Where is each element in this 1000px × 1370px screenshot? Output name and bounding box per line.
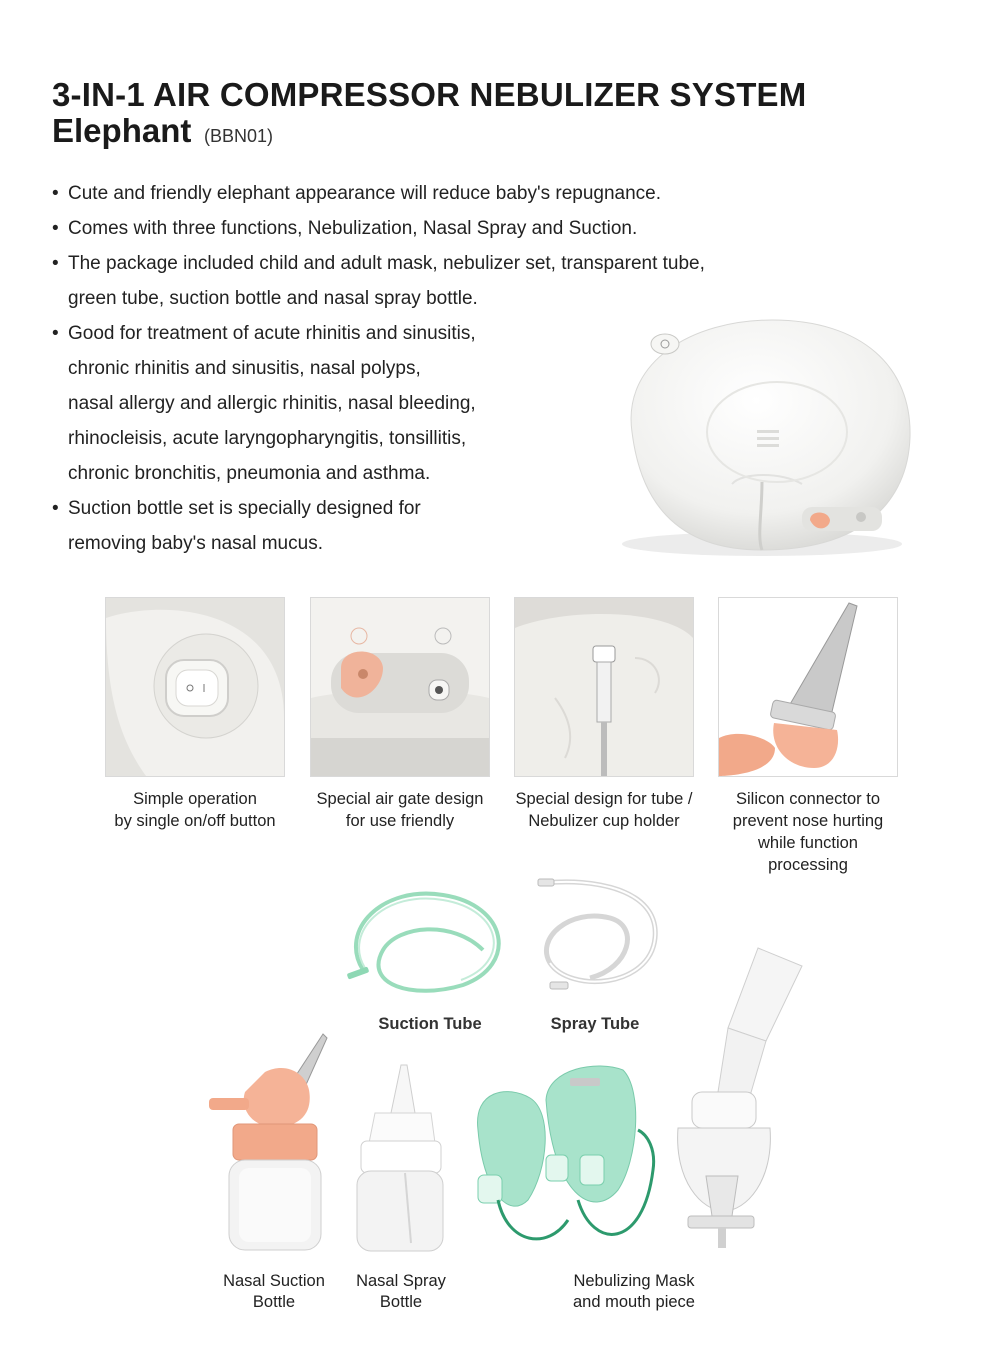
bullet-line: removing baby's nasal mucus.: [68, 533, 323, 554]
page-title: 3-IN-1 AIR COMPRESSOR NEBULIZER SYSTEM: [52, 76, 807, 113]
feature-caption: [95, 788, 295, 832]
nebulizing-mask-image: [468, 1060, 668, 1255]
caption-line: processing: [768, 856, 848, 874]
suction-tube-label: Suction Tube: [378, 1015, 482, 1033]
nasal-spray-bottle-image: [345, 1063, 445, 1255]
feature-caption: [504, 788, 704, 832]
bullet-item: [52, 211, 772, 246]
nasal-suction-bottle-label: [205, 1271, 343, 1313]
caption-line: while function: [758, 834, 858, 852]
bullet-item: [52, 246, 772, 316]
bullet-line: • Suction bottle set is specially designed for: [68, 498, 421, 519]
feature-caption: [708, 788, 908, 876]
on-off-button-photo: [105, 597, 285, 777]
caption-line: Silicon connector to: [736, 790, 880, 808]
feature-silicon-connector: [718, 597, 898, 876]
label-line: and mouth piece: [572, 1293, 695, 1311]
feature-tube-holder: [514, 597, 694, 832]
caption-line: Special design for tube /: [515, 790, 693, 808]
label-line: Nebulizing Mask: [573, 1272, 695, 1290]
label-line: Bottle: [379, 1293, 423, 1311]
bullet-line: • Comes with three functions, Nebulization, Nasal Spray and Suction.: [68, 218, 638, 239]
label-line: Nasal Suction: [223, 1272, 325, 1290]
bullet-line: rhinocleisis, acute laryngopharyngitis, tonsillitis,: [68, 428, 467, 449]
bullet-line: green tube, suction bottle and nasal spray bottle.: [68, 288, 478, 309]
bullet-item: [52, 176, 772, 211]
bullet-line: • Good for treatment of acute rhinitis and sinusitis,: [68, 323, 476, 344]
bullet-line: chronic bronchitis, pneumonia and asthma.: [68, 463, 431, 484]
bullet-line: nasal allergy and allergic rhinitis, nasal bleeding,: [68, 393, 476, 414]
caption-line: for use friendly: [345, 812, 455, 830]
tube-holder-photo: [514, 597, 694, 777]
bullet-line: chronic rhinitis and sinusitis, nasal polyps,: [68, 358, 421, 379]
nasal-spray-bottle-label: [340, 1271, 462, 1313]
nebulizing-mask-label: [555, 1271, 713, 1313]
caption-line: prevent nose hurting: [732, 812, 884, 830]
feature-caption: [300, 788, 500, 832]
caption-line: Simple operation: [133, 790, 257, 808]
product-name: Elephant: [52, 112, 192, 149]
nebulizer-cup-image: [666, 946, 806, 1251]
label-line: Bottle: [252, 1293, 296, 1311]
air-gate-photo: [310, 597, 490, 777]
caption-line: Nebulizer cup holder: [528, 812, 680, 830]
bullet-line: • The package included child and adult mask, nebulizer set, transparent tube,: [68, 253, 705, 274]
product-subtitle: [52, 112, 273, 150]
spray-tube-label: Spray Tube: [550, 1015, 640, 1033]
product-model: (BBN01): [204, 126, 274, 146]
caption-line: Special air gate design: [316, 790, 484, 808]
feature-on-off-button: [105, 597, 285, 832]
bullet-line: • Cute and friendly elephant appearance will reduce baby's repugnance.: [68, 183, 662, 204]
caption-line: by single on/off button: [114, 812, 276, 830]
suction-tube-image: [343, 880, 518, 1000]
spray-tube-image: [530, 878, 665, 1000]
nasal-suction-bottle-image: [205, 1032, 330, 1254]
nebulizer-device-image: [612, 312, 916, 562]
label-line: Nasal Spray: [356, 1272, 446, 1290]
feature-air-gate: [310, 597, 490, 832]
silicon-connector-photo: [718, 597, 898, 777]
